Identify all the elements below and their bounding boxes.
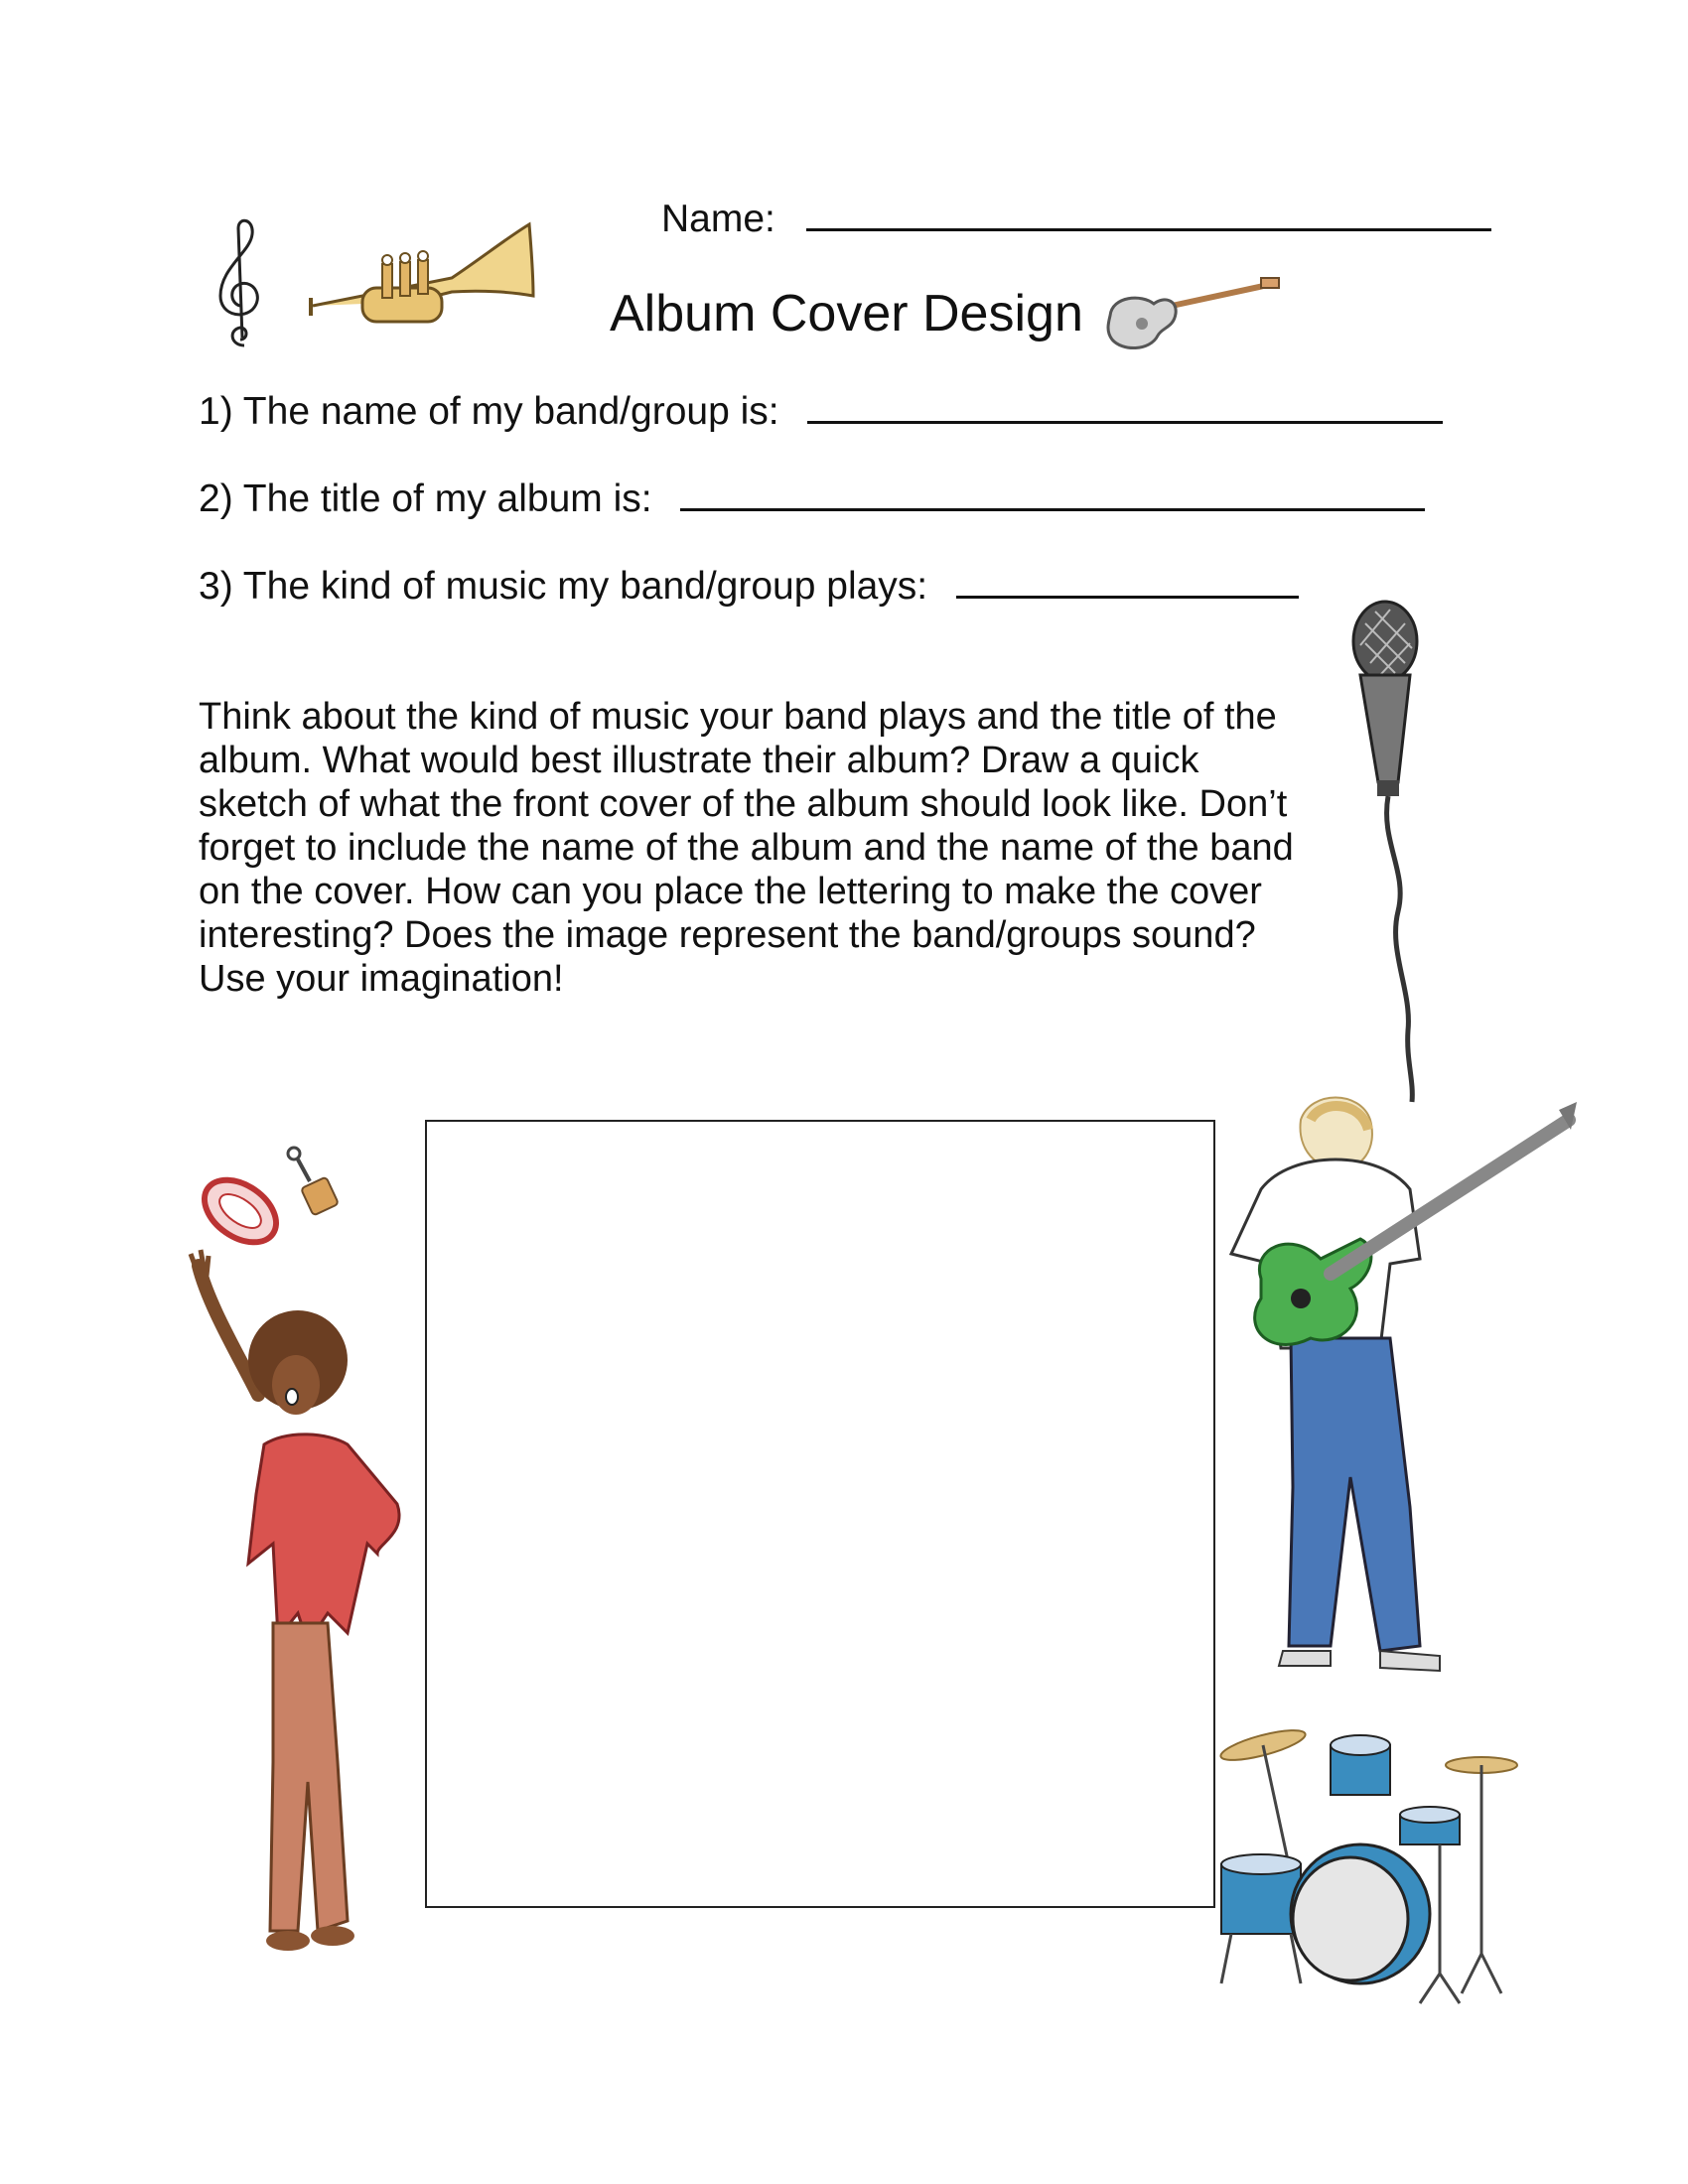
question-2-label: 2) The title of my album is:: [199, 478, 652, 520]
name-line: [661, 197, 1491, 241]
question-1: [199, 389, 1443, 434]
instruction-line: Think about the kind of music your band plays and the title of the: [199, 696, 1277, 738]
instruction-line: on the cover. How can you place the lettering to make the cover: [199, 871, 1262, 912]
instructions: [199, 695, 1331, 1001]
album-title-field[interactable]: [680, 477, 1425, 511]
band-name-field[interactable]: [807, 389, 1443, 424]
treble-clef-icon: [211, 218, 270, 352]
instruction-line: forget to include the name of the album and the name of the band: [199, 827, 1294, 869]
question-1-label: 1) The name of my band/group is:: [199, 390, 779, 433]
question-3-label: 3) The kind of music my band/group plays:: [199, 565, 928, 608]
drum-kit-illustration: [1211, 1715, 1529, 2018]
microphone-icon: [1321, 594, 1440, 1115]
music-kind-field[interactable]: [956, 564, 1299, 599]
electric-guitar-icon: [1102, 276, 1281, 360]
singer-illustration: [179, 1246, 437, 1995]
instruction-line: interesting? Does the image represent the band/groups sound?: [199, 914, 1256, 956]
instruction-line: album. What would best illustrate their album? Draw a quick: [199, 740, 1199, 781]
trumpet-icon: [303, 218, 541, 352]
instruction-line: sketch of what the front cover of the album should look like. Don’t: [199, 783, 1288, 825]
guitarist-illustration: [1221, 1090, 1579, 1691]
question-3: [199, 564, 1299, 609]
name-label: Name:: [661, 198, 775, 240]
page-title: Album Cover Design: [610, 285, 1083, 342]
album-cover-drawing-area[interactable]: [425, 1120, 1215, 1908]
question-2: [199, 477, 1425, 521]
instruction-line: Use your imagination!: [199, 958, 564, 1000]
name-field[interactable]: [806, 197, 1491, 231]
